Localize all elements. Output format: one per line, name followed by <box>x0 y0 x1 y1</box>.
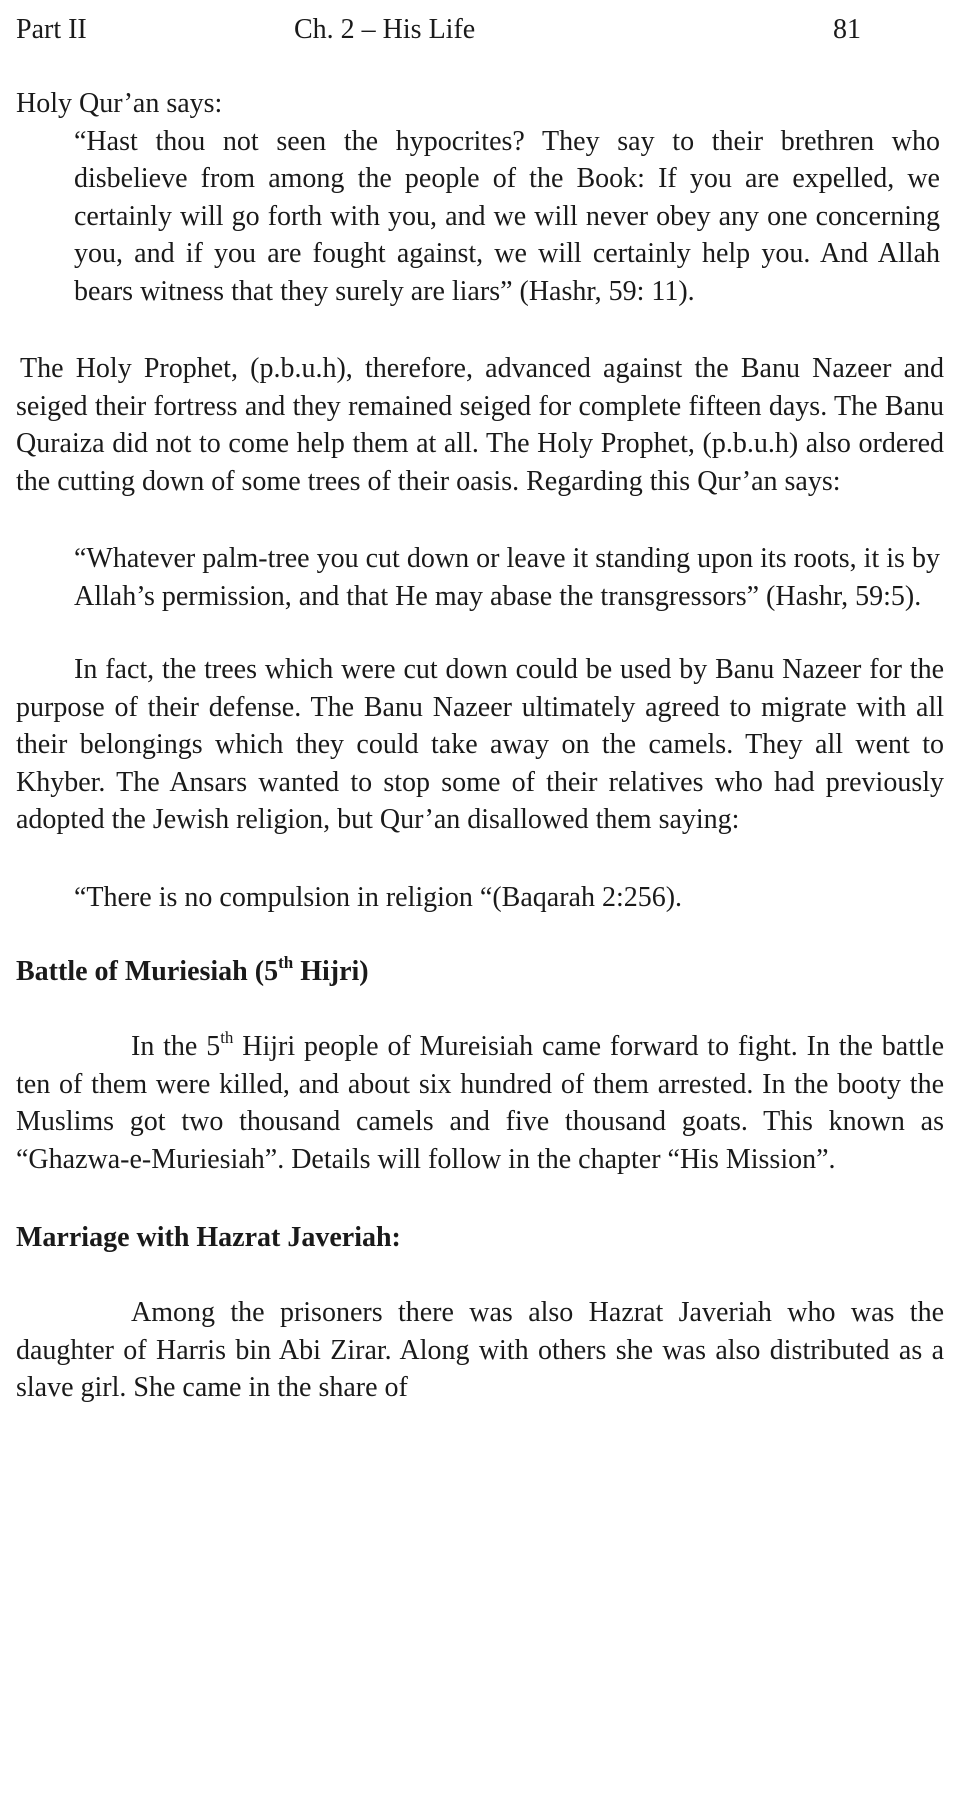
book-page <box>16 0 944 1796</box>
page-body <box>16 85 944 1407</box>
paragraph-trees-cut-down: In fact, the trees which were cut down could be used by Banu Nazeer for the purpose of their defense. The Banu Nazeer ultimately agreed to migrate with all their belongings which they could take away on the camels. They all went to Khyber. The Ansars wanted to stop some of their relatives who had previously adopted the Jewish religion, but Qur’an disallowed them saying: <box>16 654 944 835</box>
paragraph-banu-nazeer-siege: The Holy Prophet, (p.b.u.h), therefore, advanced against the Banu Nazeer and seiged their fortress and they remained seiged for complete fifteen days. The Banu Quraiza did not to come help them at all. The Holy Prophet, (p.b.u.h) also ordered the cutting down of some trees of their oasis. Regarding this Qur’an says: <box>16 353 944 497</box>
page-number: 81 <box>833 14 861 45</box>
paragraph-muriesiah-battle: In the 5th Hijri people of Mureisiah came forward to fight. In the battle ten of them were killed, and about six hundred of them arrested. In the booty the Muslims got two thousand camels and five thousand goats. This known as “Ghazwa-e-Muriesiah”. Details will follow in the chapter “His Mission”. <box>16 1028 944 1175</box>
quote-hashr-59-11: “Hast thou not seen the hypocrites? They say to their brethren who disbelieve from among the people of the Book: If you are expelled, we certainly will go forth with you, and we will never obey any one concerning you, and if you are fought against, we will certainly help you. And Allah bears witness that they surely are liars” (Hashr, 59: 11). <box>74 125 940 307</box>
heading-battle-of-muriesiah: Battle of Muriesiah (5th Hijri) <box>16 953 369 987</box>
paragraph-hazrat-javeriah: Among the prisoners there was also Hazrat Javeriah who was the daughter of Harris bin Abi Zirar. Along with others she was also distributed as a slave girl. She came in the share of <box>16 1297 944 1403</box>
intro-line: Holy Qur’an says: <box>16 88 223 119</box>
chapter-title: Ch. 2 – His Life <box>294 14 476 45</box>
page-header <box>16 10 944 50</box>
heading-marriage-hazrat-javeriah: Marriage with Hazrat Javeriah: <box>16 1222 401 1253</box>
quote-hashr-59-5: “Whatever palm-tree you cut down or leave it standing upon its roots, it is by Allah’s permission, and that He may abase the transgressors” (Hashr, 59:5). <box>74 543 940 612</box>
quote-baqarah-2-256: “There is no compulsion in religion “(Baqarah 2:256). <box>74 881 683 913</box>
part-label: Part II <box>16 14 87 45</box>
